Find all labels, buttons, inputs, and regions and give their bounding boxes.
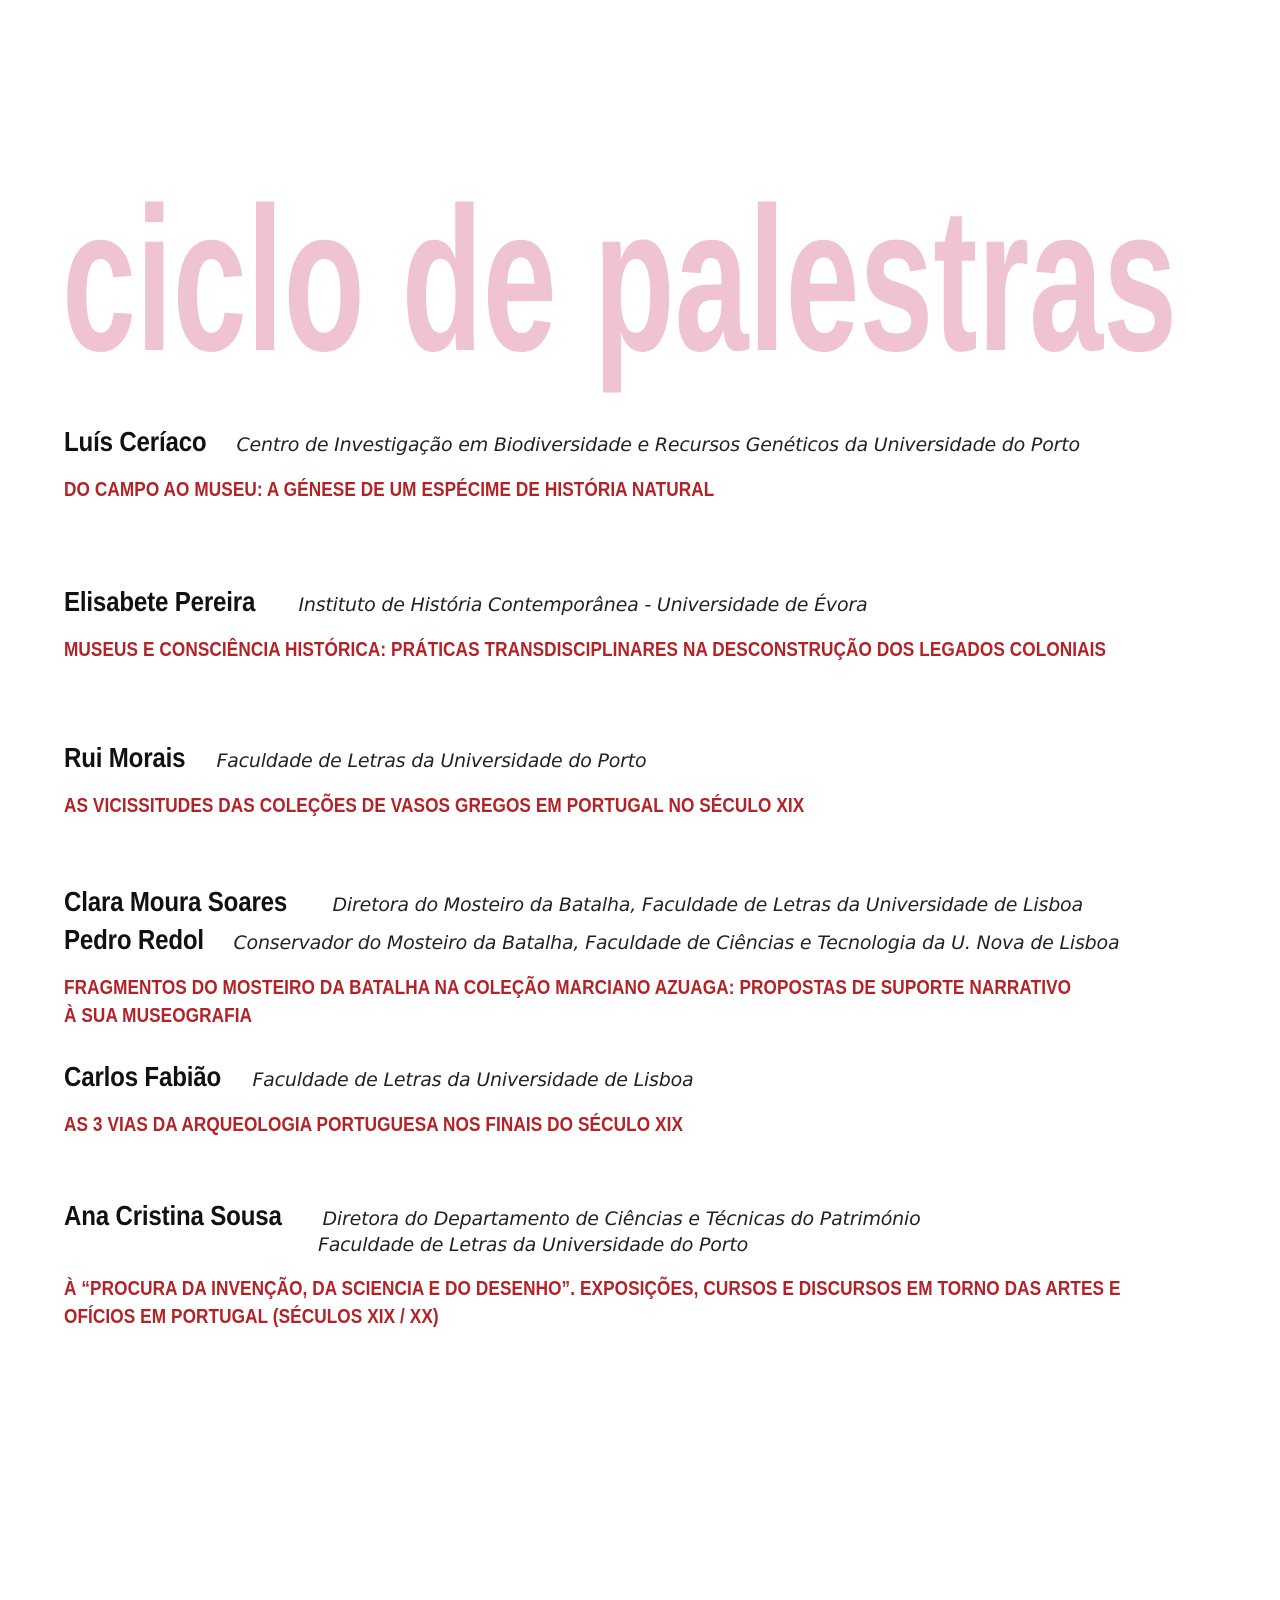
talk-title (64, 476, 1173, 504)
talk-title-line: FRAGMENTOS DO MOSTEIRO DA BATALHA NA COLEÇÃO MARCIANO AZUAGA: PROPOSTAS DE SUPORTE NARRATIVO (64, 977, 1072, 999)
talk-entry-5 (64, 1063, 1224, 1139)
speaker-line (64, 428, 1224, 456)
talk-title-line: OFÍCIOS EM PORTUGAL (SÉCULOS XIX / XX) (64, 1306, 439, 1328)
speaker-affiliation: Instituto de História Contemporânea - Universidade de Évora (298, 594, 868, 616)
poster-title-svg (62, 190, 1222, 430)
speaker-line (64, 888, 1224, 916)
talk-title-line: MUSEUS E CONSCIÊNCIA HISTÓRICA: PRÁTICAS TRANSDISCIPLINARES NA DESCONSTRUÇÃO DOS LEGADOS COLONIAIS (64, 639, 1107, 661)
speaker-name: Elisabete Pereira (64, 586, 256, 617)
speaker-line (64, 1063, 1224, 1091)
talk-title-line: AS VICISSITUDES DAS COLEÇÕES DE VASOS GREGOS EM PORTUGAL NO SÉCULO XIX (64, 795, 805, 817)
talk-entry-2 (64, 588, 1224, 664)
speaker-line (64, 1202, 1224, 1255)
speaker-affiliation: Faculdade de Letras da Universidade de Lisboa (252, 1069, 694, 1091)
speaker-name: Pedro Redol (64, 924, 204, 955)
talk-entry-1 (64, 428, 1224, 504)
talk-title-line: À SUA MUSEOGRAFIA (64, 1005, 253, 1027)
talk-title (64, 1275, 1173, 1331)
speaker-affiliation: Diretora do Departamento de Ciências e Técnicas do Património (322, 1208, 921, 1230)
speaker-name: Clara Moura Soares (64, 886, 288, 917)
speaker-line (64, 588, 1224, 616)
speaker-line (64, 926, 1224, 954)
talk-title-line: DO CAMPO AO MUSEU: A GÉNESE DE UM ESPÉCIME DE HISTÓRIA NATURAL (64, 479, 715, 501)
talk-title (64, 1111, 1173, 1139)
talk-title-line: AS 3 VIAS DA ARQUEOLOGIA PORTUGUESA NOS FINAIS DO SÉCULO XIX (64, 1114, 684, 1136)
talk-title (64, 974, 1173, 1030)
speaker-affiliation: Conservador do Mosteiro da Batalha, Faculdade de Ciências e Tecnologia da U. Nova de Lisboa (233, 932, 1120, 954)
talk-entry-4 (64, 888, 1224, 1030)
speaker-affiliation: Faculdade de Letras da Universidade do Porto (216, 750, 647, 772)
speaker-name: Rui Morais (64, 742, 186, 773)
speaker-affiliation: Diretora do Mosteiro da Batalha, Faculdade de Letras da Universidade de Lisboa (332, 894, 1083, 916)
talk-title-line: À “PROCURA DA INVENÇÃO, DA SCIENCIA E DO DESENHO”. EXPOSIÇÕES, CURSOS E DISCURSOS EM TORNO DAS ARTES E (64, 1278, 1121, 1300)
poster-title-text: ciclo de palestras (62, 190, 1177, 394)
speaker-affiliation: Centro de Investigação em Biodiversidade e Recursos Genéticos da Universidade do Porto (236, 434, 1080, 456)
poster-title (62, 190, 1222, 430)
talk-title (64, 636, 1173, 664)
speaker-line (64, 744, 1224, 772)
speaker-name: Carlos Fabião (64, 1061, 222, 1092)
talk-entry-6 (64, 1202, 1224, 1331)
speaker-name: Luís Ceríaco (64, 426, 207, 457)
talk-entry-3 (64, 744, 1224, 820)
speaker-name: Ana Cristina Sousa (64, 1200, 282, 1231)
speaker-affiliation-line2: Faculdade de Letras da Universidade do Porto (318, 1234, 749, 1256)
talk-title (64, 792, 1173, 820)
